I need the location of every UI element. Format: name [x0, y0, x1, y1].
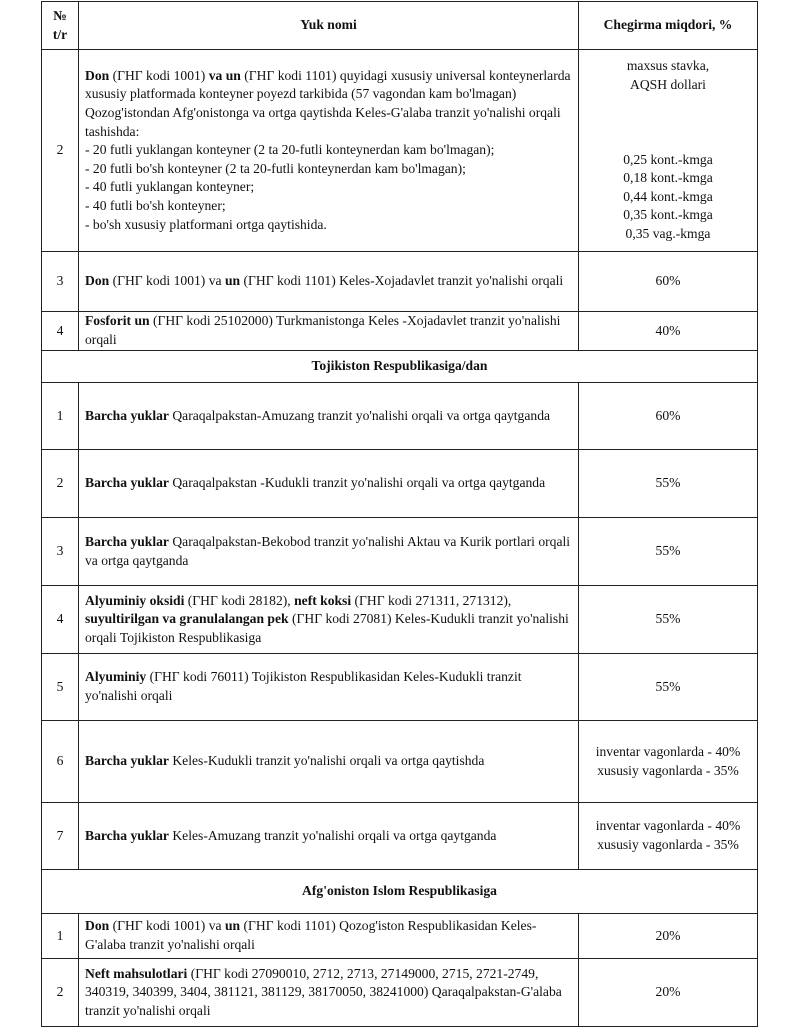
cargo-description: Barcha yuklar Keles-Kudukli tranzit yo'nalishi orqali va ortga qaytishda — [79, 721, 579, 803]
list-item: - bo'sh xususiy platformani ortga qaytishida. — [85, 216, 327, 232]
table-row — [42, 959, 758, 1027]
discount-value: 40% — [579, 312, 758, 351]
section-header-row — [42, 870, 758, 914]
discount-value: inventar vagonlarda - 40% xususiy vagonlarda - 35% — [579, 721, 758, 803]
discount-table — [41, 1, 758, 1027]
table-row — [42, 312, 758, 351]
table-row — [42, 50, 758, 252]
table-row — [42, 450, 758, 518]
row-number: 6 — [42, 721, 79, 803]
row-number: 4 — [42, 312, 79, 351]
row-number: 1 — [42, 383, 79, 450]
discount-value: 55% — [579, 586, 758, 654]
header-number: № t/r — [42, 2, 79, 50]
section-title-afghanistan: Afg'oniston Islom Respublikasiga — [42, 870, 758, 914]
row-number: 5 — [42, 654, 79, 721]
row-number: 3 — [42, 252, 79, 312]
row-number: 7 — [42, 803, 79, 870]
table-row — [42, 721, 758, 803]
list-item: - 40 futli yuklangan konteyner; — [85, 179, 255, 195]
cargo-description: Alyuminiy oksidi (ГНГ kodi 28182), neft koksi (ГНГ kodi 271311, 271312), suyultirilgan va granulalangan pek (ГНГ kodi 27081) Keles-Kudukli tranzit yo'nalishi orqali Tojikiston Respublikasiga — [79, 586, 579, 654]
table-row — [42, 586, 758, 654]
cargo-description: Don (ГНГ kodi 1001) va un (ГНГ kodi 1101) Keles-Xojadavlet tranzit yo'nalishi orqali — [79, 252, 579, 312]
row-number: 4 — [42, 586, 79, 654]
discount-value: 55% — [579, 654, 758, 721]
table-row — [42, 914, 758, 959]
header-discount: Chegirma miqdori, % — [579, 2, 758, 50]
table-row — [42, 654, 758, 721]
table-row — [42, 383, 758, 450]
cargo-description: Fosforit un (ГНГ kodi 25102000) Turkmanistonga Keles -Xojadavlet tranzit yo'nalishi orqali — [79, 312, 579, 351]
discount-value: maxsus stavka, AQSH dollari 0,25 kont.-kmga 0,18 kont.-kmga 0,44 kont.-kmga 0,35 kont.-kmga 0,35 vag.-kmga — [579, 50, 758, 252]
list-item: - 20 futli bo'sh konteyner (2 ta 20-futli konteynerdan kam bo'lmagan); — [85, 160, 466, 176]
discount-value: 55% — [579, 518, 758, 586]
section-header-row — [42, 351, 758, 383]
list-item: - 20 futli yuklangan konteyner (2 ta 20-futli konteynerdan kam bo'lmagan); — [85, 142, 495, 158]
discount-value: 20% — [579, 959, 758, 1027]
discount-value: inventar vagonlarda - 40% xususiy vagonlarda - 35% — [579, 803, 758, 870]
row-number: 1 — [42, 914, 79, 959]
discount-value: 60% — [579, 383, 758, 450]
section-title-tajikistan: Tojikiston Respublikasiga/dan — [42, 351, 758, 383]
table-row — [42, 518, 758, 586]
table-row — [42, 803, 758, 870]
discount-value: 20% — [579, 914, 758, 959]
cargo-description: Neft mahsulotlari (ГНГ kodi 27090010, 2712, 2713, 27149000, 2715, 2721-2749, 340319, 340399, 3404, 381121, 381129, 38170050, 38241000) Qaraqalpakstan-G'alaba tranzit yo'nalishi orqali — [79, 959, 579, 1027]
cargo-description: Barcha yuklar Qaraqalpakstan -Kudukli tranzit yo'nalishi orqali va ortga qaytganda — [79, 450, 579, 518]
table-row — [42, 252, 758, 312]
discount-value: 60% — [579, 252, 758, 312]
row-number: 2 — [42, 50, 79, 252]
row-number: 3 — [42, 518, 79, 586]
cargo-description: Don (ГНГ kodi 1001) va un (ГНГ kodi 1101) quyidagi xususiy universal konteynerlarda xususiy platformada konteyner poyezd tarkibida (57 vagondan kam bo'lmagan) Qozog'istondan Afg'onistonga va ortga qaytishda Keles-G'alaba tranzit yo'nalishi orqali tashishda: - 20 futli yuklangan konteyner (2 ta 20-futli konteynerdan kam bo'lmagan); - 20 futli bo'sh konteyner (2 ta 20-futli konteynerdan kam bo'lmagan); - 40 futli yuklangan konteyner; - 40 futli bo'sh konteyner; - bo'sh xususiy platformani ortga qaytishida. — [79, 50, 579, 252]
list-item: - 40 futli bo'sh konteyner; — [85, 197, 226, 213]
row-number: 2 — [42, 959, 79, 1027]
cargo-description: Barcha yuklar Qaraqalpakstan-Amuzang tranzit yo'nalishi orqali va ortga qaytganda — [79, 383, 579, 450]
row-number: 2 — [42, 450, 79, 518]
cargo-description: Barcha yuklar Qaraqalpakstan-Bekobod tranzit yo'nalishi Aktau va Kurik portlari orqali va ortga qaytganda — [79, 518, 579, 586]
discount-value: 55% — [579, 450, 758, 518]
header-cargo-name: Yuk nomi — [79, 2, 579, 50]
table-header-row — [42, 2, 758, 50]
cargo-description: Barcha yuklar Keles-Amuzang tranzit yo'nalishi orqali va ortga qaytganda — [79, 803, 579, 870]
cargo-description: Don (ГНГ kodi 1001) va un (ГНГ kodi 1101) Qozog'iston Respublikasidan Keles-G'alaba tranzit yo'nalishi orqali — [79, 914, 579, 959]
cargo-description: Alyuminiy (ГНГ kodi 76011) Tojikiston Respublikasidan Keles-Kudukli tranzit yo'nalishi orqali — [79, 654, 579, 721]
